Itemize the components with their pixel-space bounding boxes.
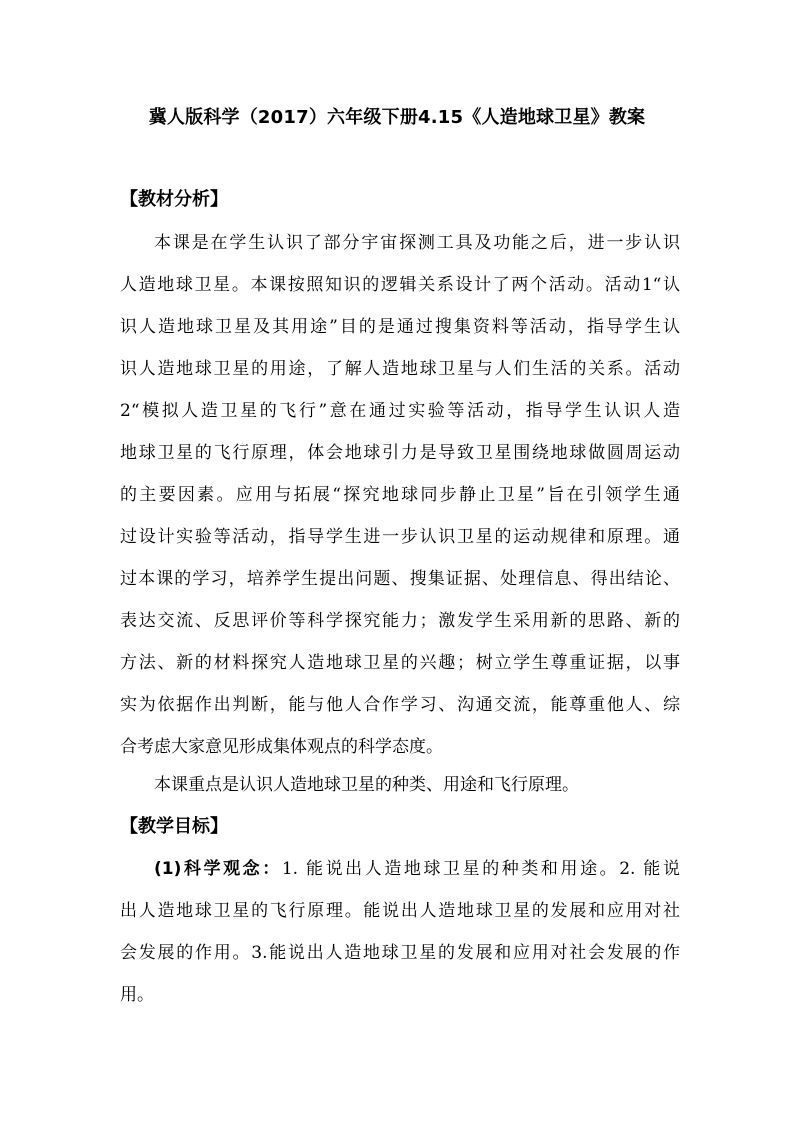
paragraph-line: 合考虑大家意见形成集体观点的科学态度。 bbox=[120, 737, 443, 757]
paragraph-line: 识人造地球卫星的用途，了解人造地球卫星与人们生活的关系。活动 bbox=[120, 359, 680, 379]
goal-item-line: 出人造地球卫星的飞行原理。能说出人造地球卫星的发展和应用对社 bbox=[120, 901, 680, 921]
section-heading-analysis: 【教材分析】 bbox=[120, 189, 228, 210]
paragraph-line: 方法、新的材料探究人造地球卫星的兴趣；树立学生尊重证据，以事 bbox=[120, 653, 680, 673]
paragraph-line: 的主要因素。应用与拓展“探究地球同步静止卫星”旨在引领学生通 bbox=[120, 485, 680, 505]
paragraph-line: 地球卫星的飞行原理，体会地球引力是导致卫星围绕地球做圆周运动 bbox=[120, 443, 680, 463]
goal-item-line: 用。 bbox=[120, 985, 154, 1005]
goal-item-label: (1)科学观念： bbox=[154, 859, 282, 879]
document-title: 冀人版科学（2017）六年级下册4.15《人造地球卫星》教案 bbox=[148, 107, 646, 128]
paragraph-line: 过本课的学习，培养学生提出问题、搜集证据、处理信息、得出结论、 bbox=[120, 569, 680, 589]
paragraph-line: 表达交流、反思评价等科学探究能力；激发学生采用新的思路、新的 bbox=[120, 611, 680, 631]
paragraph-line: 实为依据作出判断，能与他人合作学习、沟通交流，能尊重他人、综 bbox=[120, 695, 680, 715]
paragraph-line: 识人造地球卫星及其用途”目的是通过搜集资料等活动，指导学生认 bbox=[120, 317, 680, 337]
section-heading-goals: 【教学目标】 bbox=[120, 816, 228, 837]
key-point-paragraph: 本课重点是认识人造地球卫星的种类、用途和飞行原理。 bbox=[154, 775, 579, 795]
paragraph-line: 本课是在学生认识了部分宇宙探测工具及功能之后，进一步认识 bbox=[154, 233, 680, 253]
goal-item-text: 1. 能说出人造地球卫星的种类和用途。2. 能说 bbox=[281, 859, 680, 879]
paragraph-line: 过设计实验等活动，指导学生进一步认识卫星的运动规律和原理。通 bbox=[120, 527, 680, 547]
paragraph-line: 人造地球卫星。本课按照知识的逻辑关系设计了两个活动。活动1“认 bbox=[120, 275, 680, 295]
goal-item-line bbox=[154, 854, 680, 884]
goal-item-line: 会发展的作用。3.能说出人造地球卫星的发展和应用对社会发展的作 bbox=[120, 943, 680, 963]
paragraph-line: 2“模拟人造卫星的飞行”意在通过实验等活动，指导学生认识人造 bbox=[120, 401, 680, 421]
